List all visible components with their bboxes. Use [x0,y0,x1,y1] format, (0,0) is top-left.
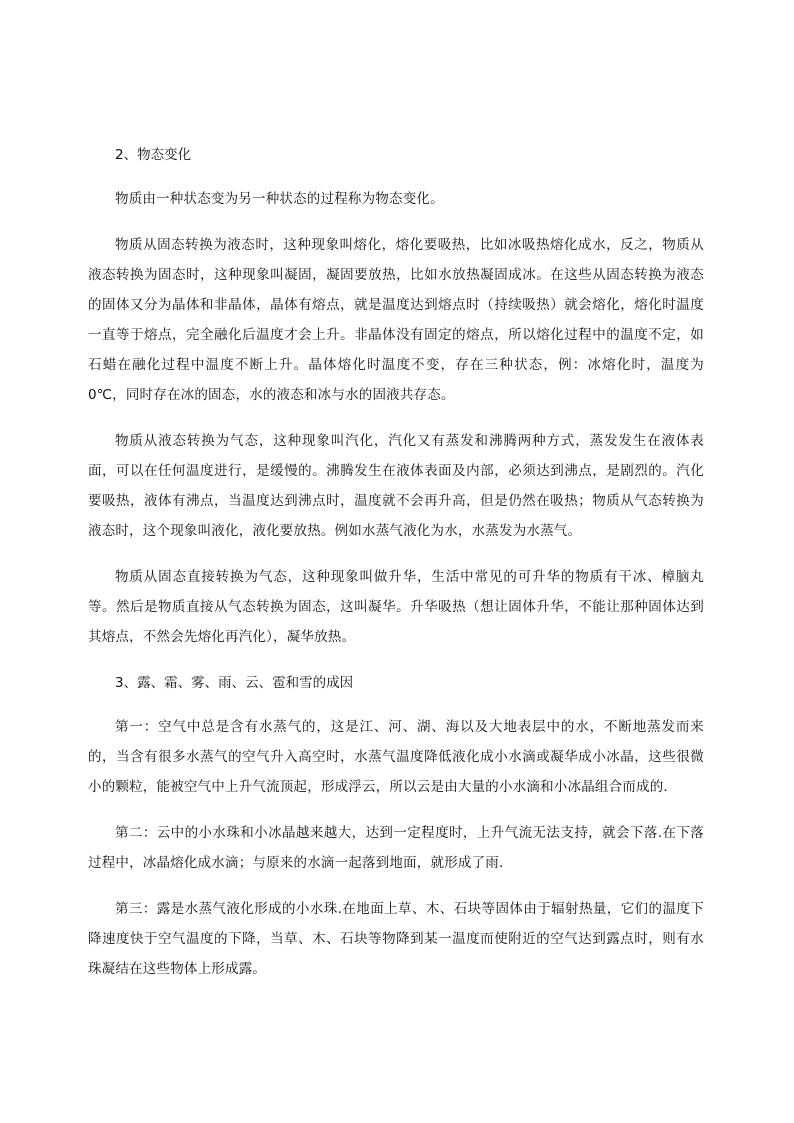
document-page [88,140,704,1000]
paragraph-vaporization: 物质从液态转换为气态，这种现象叫汽化，汽化又有蒸发和沸腾两种方式，蒸发发生在液体表面，可以在任何温度进行，是缓慢的。沸腾发生在液体表面及内部，必须达到沸点，是剧烈的。汽化要吸热，液体有沸点，当温度达到沸点时，温度就不会再升高，但是仍然在吸热；物质从气态转换为液态时，这个现象叫液化，液化要放热。例如水蒸气液化为水，水蒸发为水蒸气。 [88,433,704,539]
paragraph-cloud: 第一：空气中总是含有水蒸气的，这是江、河、湖、海以及大地表层中的水，不断地蒸发而来的，当含有很多水蒸气的空气升入高空时，水蒸气温度降低液化成小水滴或凝华成小冰晶，这些很微小的颗粒，能被空气中上升气流顶起，形成浮云，所以云是由大量的小水滴和小冰晶组合而成的. [88,719,704,795]
section-heading-weather-causes: 3、露、霜、雾、雨、云、雹和雪的成因 [115,675,354,691]
paragraph-melting: 物质从固态转换为液态时，这种现象叫熔化，熔化要吸热，比如冰吸热熔化成水，反之，物质从液态转换为固态时，这种现象叫凝固，凝固要放热，比如水放热凝固成冰。在这些从固态转换为液态的固体又分为晶体和非晶体，晶体有熔点，就是温度达到熔点时（持续吸热）就会熔化，熔化时温度一直等于熔点，完全融化后温度才会上升。非晶体没有固定的熔点，所以熔化过程中的温度不定，如石蜡在融化过程中温度不断上升。晶体熔化时温度不变，存在三种状态，例：冰熔化时，温度为 0℃，同时存在冰的固态，水的液态和冰与水的固液共存态。 [88,237,704,403]
paragraph-dew: 第三：露是水蒸气液化形成的小水珠.在地面上草、木、石块等固体由于辐射热量，它们的温度下降速度快于空气温度的下降，当草、木、石块等物降到某一温度而使附近的空气达到露点时，则有水珠凝结在这些物体上形成露。 [88,901,704,977]
paragraph-definition: 物质由一种状态变为另一种状态的过程称为物态变化。 [115,191,444,207]
paragraph-rain: 第二：云中的小水珠和小冰晶越来越大，达到一定程度时，上升气流无法支持，就会下落.在下落过程中，冰晶熔化成水滴；与原来的水滴一起落到地面，就形成了雨. [88,825,704,871]
paragraph-sublimation: 物质从固态直接转换为气态，这种现象叫做升华，生活中常见的可升华的物质有干冰、樟脑丸等。然后是物质直接从气态转换为固态，这叫凝华。升华吸热（想让固体升华，不能让那种固体达到其熔点，不然会先熔化再汽化），凝华放热。 [88,569,704,645]
section-heading-phase-change: 2、物态变化 [115,147,192,163]
